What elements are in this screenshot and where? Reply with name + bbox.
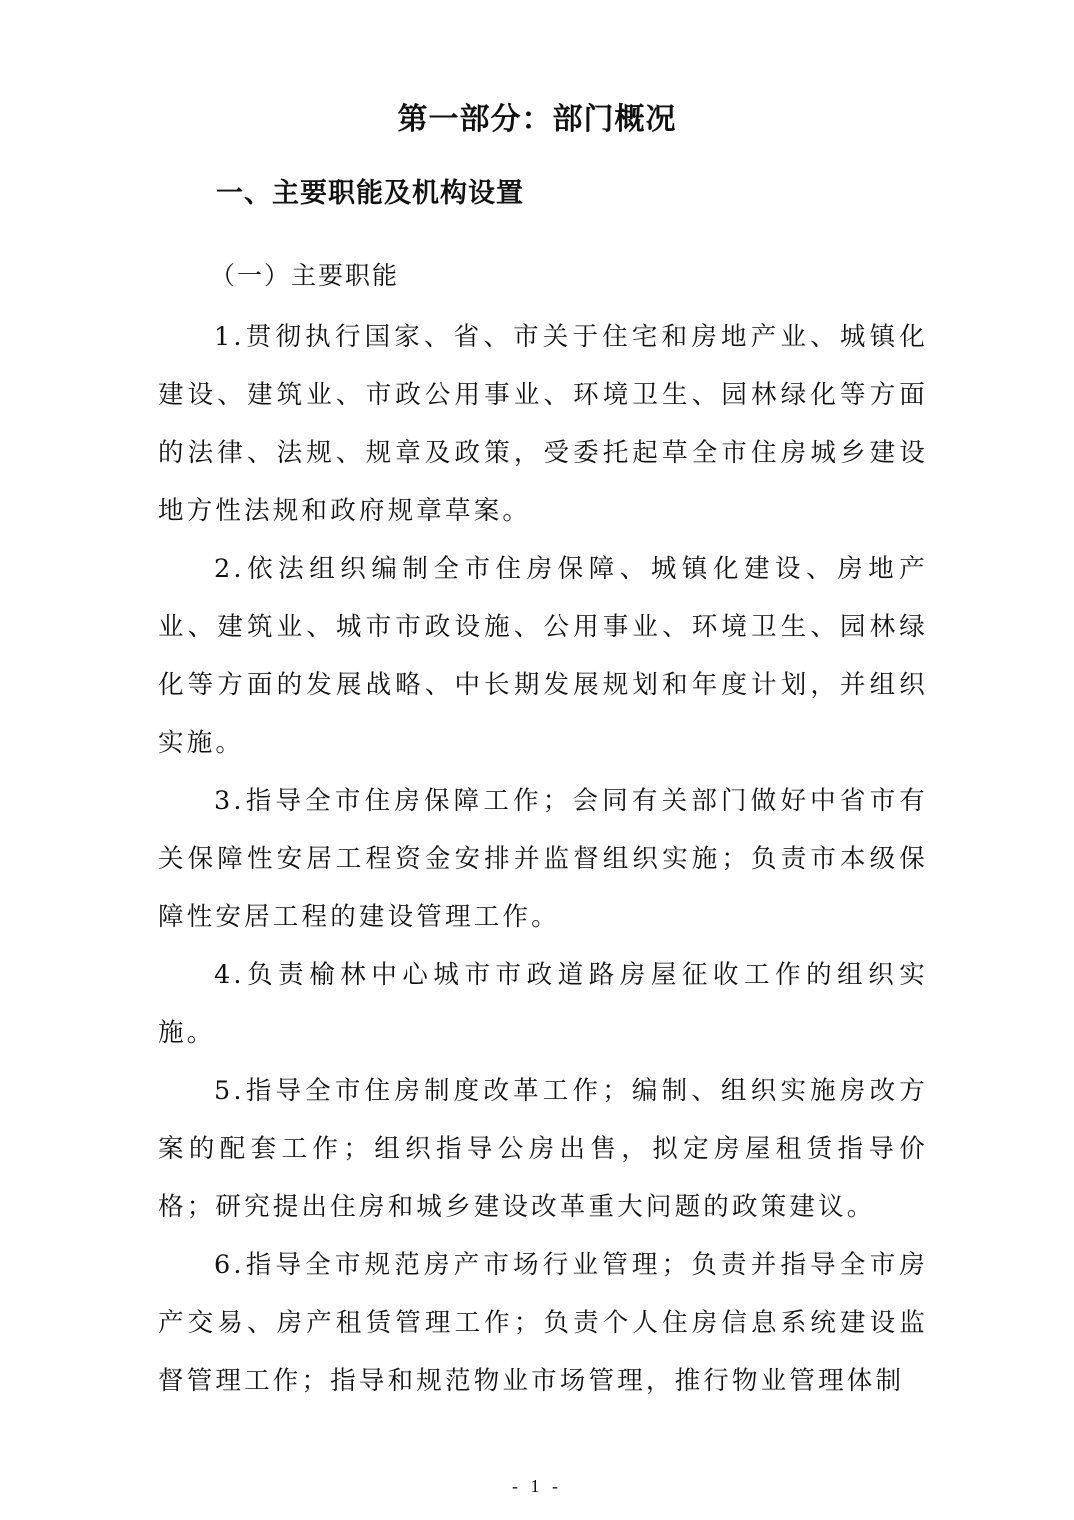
paragraph-1: 1.贯彻执行国家、省、市关于住宅和房地产业、城镇化建设、建筑业、市政公用事业、环境卫生、园林绿化等方面的法律、法规、规章及政策，受委托起草全市住房城乡建设地方性法规和政府规章草案。 [158,322,928,526]
paragraph-2: 2.依法组织编制全市住房保障、城镇化建设、房地产业、建筑业、城市市政设施、公用事业、环境卫生、园林绿化等方面的发展战略、中长期发展规划和年度计划，并组织实施。 [158,554,928,758]
body-text [158,308,928,1410]
section-heading: 一、主要职能及机构设置 [216,178,524,209]
paragraph-4: 4.负责榆林中心城市市政道路房屋征收工作的组织实施。 [158,960,928,1048]
page-title: 第一部分：部门概况 [397,102,677,137]
subheading: （一）主要职能 [210,261,400,290]
paragraph-5: 5.指导全市住房制度改革工作；编制、组织实施房改方案的配套工作；组织指导公房出售，拟定房屋租赁指导价格；研究提出住房和城乡建设改革重大问题的政策建议。 [158,1076,928,1222]
page-number: - 1 - [512,1476,562,1496]
paragraph-3: 3.指导全市住房保障工作；会同有关部门做好中省市有关保障性安居工程资金安排并监督组织实施；负责市本级保障性安居工程的建设管理工作。 [158,786,928,932]
paragraph-6: 6.指导全市规范房产市场行业管理；负责并指导全市房产交易、房产租赁管理工作；负责个人住房信息系统建设监督管理工作；指导和规范物业市场管理，推行物业管理体制 [158,1250,928,1396]
